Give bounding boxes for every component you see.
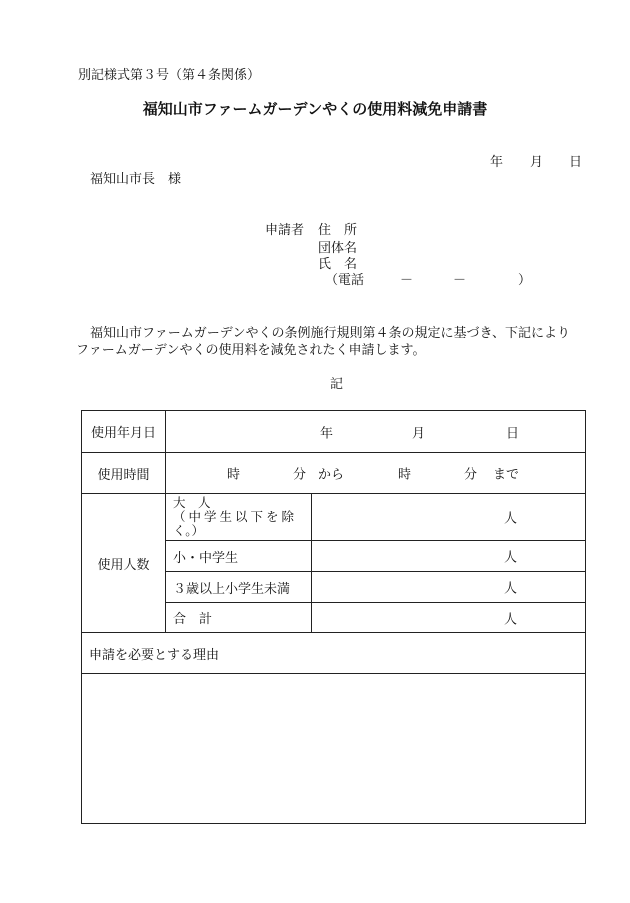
total-label: 合 計 — [166, 603, 312, 633]
table-row — [82, 633, 586, 674]
date-label: 使用年月日 — [82, 411, 166, 453]
phone-label: （電話 — [325, 273, 365, 288]
unit-label: 人 — [503, 612, 517, 627]
name-label: 氏 名 — [318, 257, 358, 272]
preschool-count-field[interactable] — [312, 572, 586, 603]
adult-line-2: （中学生以下を除 — [173, 509, 298, 524]
phone-dash-2: － — [453, 273, 467, 288]
form-number: 別記様式第３号（第４条関係） — [78, 68, 261, 83]
date-day-unit: 日 — [506, 426, 520, 441]
applicant-label: 申請者 — [265, 223, 305, 238]
date-year: 年 — [490, 155, 504, 170]
time-min-2: 分 — [464, 467, 478, 483]
total-count-field[interactable] — [312, 603, 586, 633]
phone-close: ） — [518, 273, 532, 288]
unit-label: 人 — [503, 581, 517, 597]
time-min-1: 分 — [293, 467, 307, 483]
elementary-count-field[interactable] — [312, 541, 586, 572]
ki-heading: 記 — [330, 377, 344, 392]
time-from: から — [318, 467, 345, 483]
table-row — [82, 674, 586, 824]
table-row — [82, 494, 586, 541]
time-until: まで — [493, 467, 520, 483]
time-field[interactable] — [166, 453, 586, 494]
adult-line-3: く。） — [173, 523, 205, 538]
page-title: 福知山市ファームガーデンやくの使用料減免申請書 — [142, 100, 488, 118]
preschool-label: ３歳以上小学生未満 — [166, 572, 312, 603]
reason-field[interactable] — [82, 674, 586, 824]
time-hour-1: 時 — [227, 467, 241, 483]
adult-label — [166, 494, 312, 541]
unit-label: 人 — [503, 511, 517, 527]
time-hour-2: 時 — [398, 467, 412, 483]
adult-line-1: 大 人 — [173, 495, 211, 510]
application-table — [81, 410, 586, 824]
date-day: 日 — [569, 155, 583, 170]
unit-label: 人 — [503, 550, 517, 566]
date-month-unit: 月 — [412, 426, 426, 441]
body-text-line-2: ファームガーデンやくの使用料を減免されたく申請します。 — [76, 343, 426, 358]
date-month: 月 — [530, 155, 544, 170]
group-label: 団体名 — [318, 241, 358, 256]
people-label: 使用人数 — [82, 494, 166, 633]
table-row — [82, 411, 586, 453]
adult-count-field[interactable] — [312, 494, 586, 541]
addressee: 福知山市長 様 — [90, 172, 182, 187]
date-year-unit: 年 — [320, 426, 334, 441]
table-row — [82, 453, 586, 494]
date-field[interactable] — [166, 411, 586, 453]
address-label: 住 所 — [318, 223, 358, 238]
phone-dash-1: － — [400, 273, 414, 288]
elementary-label: 小・中学生 — [166, 541, 312, 572]
reason-label: 申請を必要とする理由 — [82, 633, 586, 674]
body-text-line-1: 福知山市ファームガーデンやくの条例施行規則第４条の規定に基づき、下記により — [90, 326, 570, 341]
time-label: 使用時間 — [82, 453, 166, 494]
